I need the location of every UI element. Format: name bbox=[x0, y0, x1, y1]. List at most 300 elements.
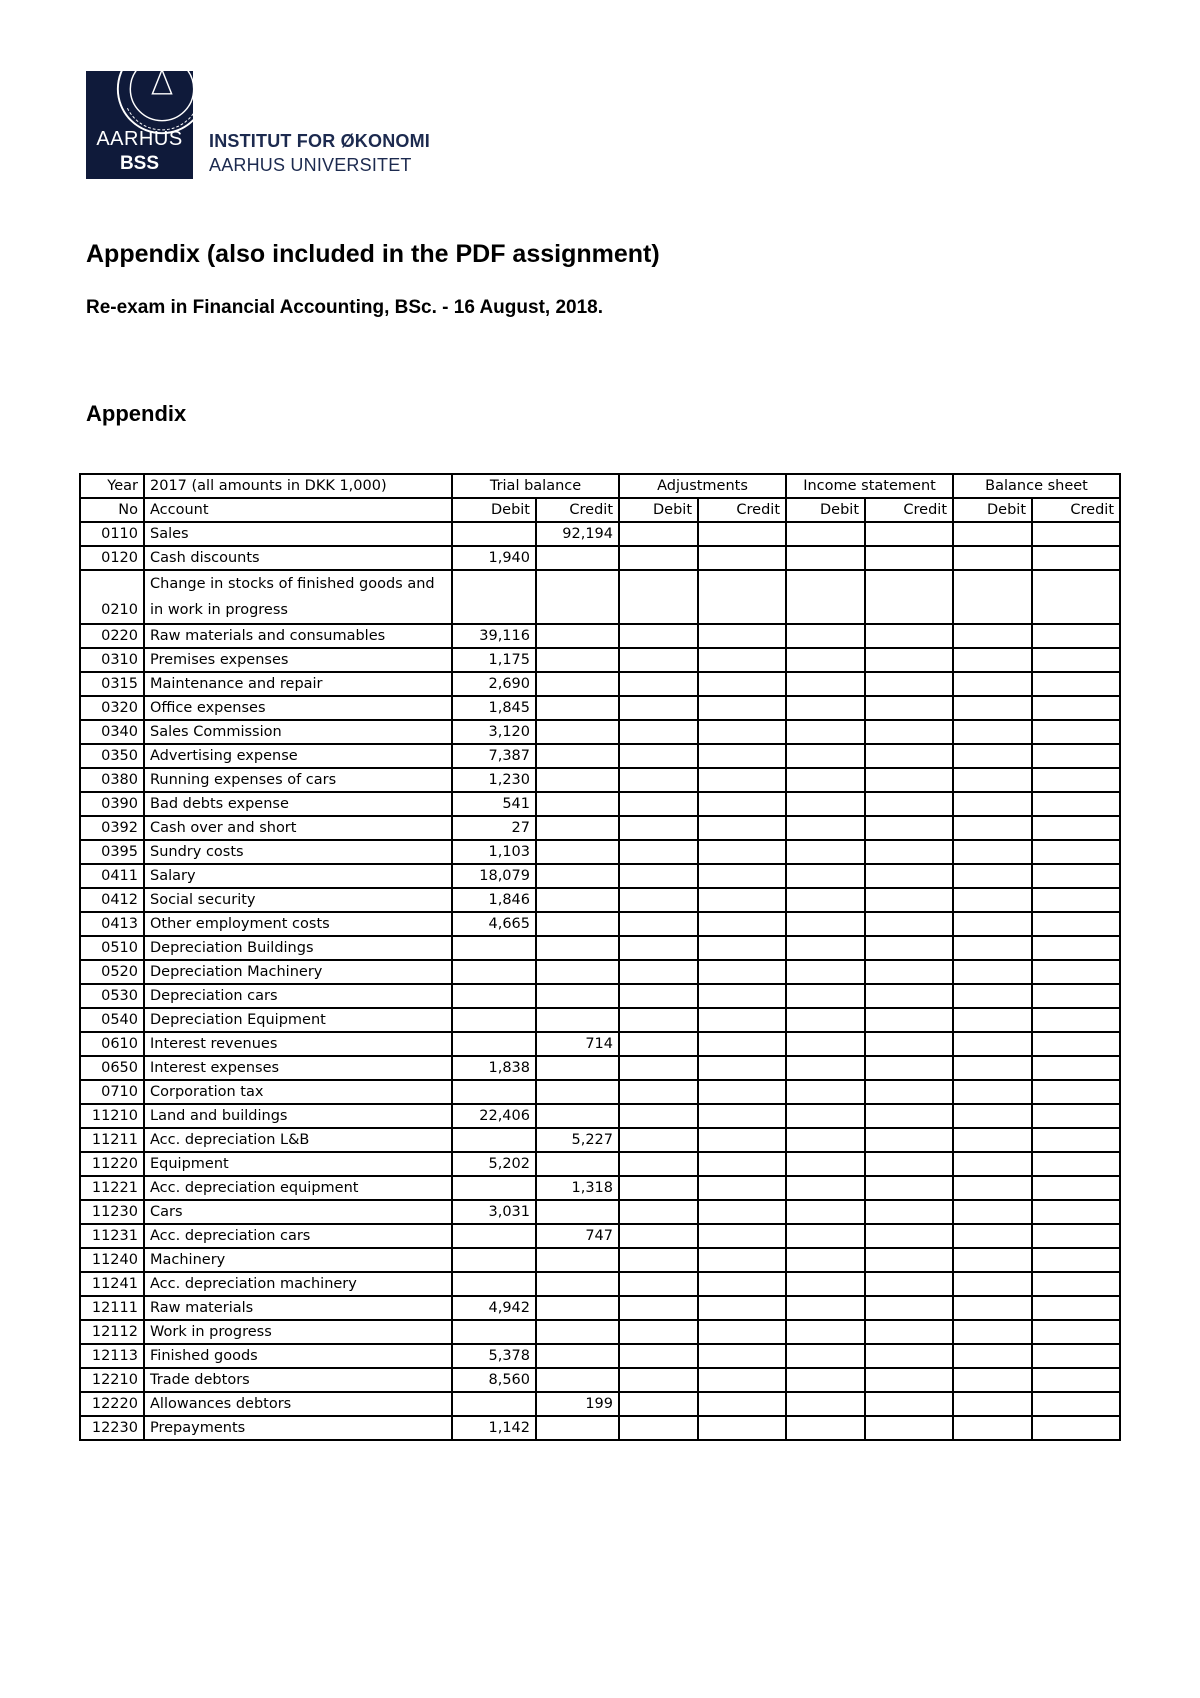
balance-credit bbox=[1032, 744, 1120, 768]
header-adjustments: Adjustments bbox=[619, 474, 786, 498]
trial-credit bbox=[536, 1416, 619, 1440]
income-credit bbox=[865, 864, 953, 888]
balance-credit bbox=[1032, 522, 1120, 546]
trial-credit bbox=[536, 1200, 619, 1224]
trial-credit: 5,227 bbox=[536, 1128, 619, 1152]
adjust-debit bbox=[619, 1392, 698, 1416]
adjust-debit bbox=[619, 1248, 698, 1272]
adjust-credit bbox=[698, 1104, 786, 1128]
adjust-credit bbox=[698, 888, 786, 912]
adjust-credit bbox=[698, 522, 786, 546]
trial-credit bbox=[536, 1248, 619, 1272]
trial-debit: 4,665 bbox=[452, 912, 536, 936]
account-name: Acc. depreciation machinery bbox=[144, 1272, 452, 1296]
table-header-row-1 bbox=[80, 474, 1120, 498]
income-debit bbox=[786, 792, 865, 816]
adjust-debit bbox=[619, 984, 698, 1008]
trial-debit: 541 bbox=[452, 792, 536, 816]
balance-debit bbox=[953, 912, 1032, 936]
adjust-credit bbox=[698, 768, 786, 792]
trial-credit bbox=[536, 744, 619, 768]
balance-debit bbox=[953, 1176, 1032, 1200]
adjust-debit bbox=[619, 936, 698, 960]
balance-debit bbox=[953, 768, 1032, 792]
income-debit bbox=[786, 570, 865, 624]
trial-credit bbox=[536, 546, 619, 570]
trial-debit bbox=[452, 1032, 536, 1056]
income-debit bbox=[786, 912, 865, 936]
adjust-credit bbox=[698, 1032, 786, 1056]
account-name: Sundry costs bbox=[144, 840, 452, 864]
income-debit bbox=[786, 1104, 865, 1128]
table-row bbox=[80, 672, 1120, 696]
balance-debit bbox=[953, 570, 1032, 624]
income-credit bbox=[865, 696, 953, 720]
adjust-credit bbox=[698, 696, 786, 720]
trial-debit bbox=[452, 1080, 536, 1104]
trial-debit: 1,940 bbox=[452, 546, 536, 570]
header-adjust-credit: Credit bbox=[698, 498, 786, 522]
account-no: 11211 bbox=[80, 1128, 144, 1152]
aarhus-bss-logo bbox=[86, 71, 193, 179]
table-row bbox=[80, 1128, 1120, 1152]
account-no: 0540 bbox=[80, 1008, 144, 1032]
income-credit bbox=[865, 1152, 953, 1176]
income-credit bbox=[865, 1320, 953, 1344]
table-row bbox=[80, 768, 1120, 792]
trial-credit bbox=[536, 984, 619, 1008]
table-row bbox=[80, 1416, 1120, 1440]
income-debit bbox=[786, 1392, 865, 1416]
income-debit bbox=[786, 1272, 865, 1296]
adjust-credit bbox=[698, 960, 786, 984]
trial-debit: 7,387 bbox=[452, 744, 536, 768]
account-no: 11220 bbox=[80, 1152, 144, 1176]
account-no: 0320 bbox=[80, 696, 144, 720]
income-debit bbox=[786, 840, 865, 864]
adjust-credit bbox=[698, 1416, 786, 1440]
account-no: 0413 bbox=[80, 912, 144, 936]
trial-debit bbox=[452, 936, 536, 960]
income-credit bbox=[865, 744, 953, 768]
income-credit bbox=[865, 1032, 953, 1056]
table-row bbox=[80, 1296, 1120, 1320]
balance-debit bbox=[953, 1392, 1032, 1416]
income-credit bbox=[865, 1392, 953, 1416]
balance-credit bbox=[1032, 1296, 1120, 1320]
income-debit bbox=[786, 1368, 865, 1392]
header-adjust-debit: Debit bbox=[619, 498, 698, 522]
adjust-credit bbox=[698, 792, 786, 816]
trial-debit: 1,845 bbox=[452, 696, 536, 720]
account-name: Land and buildings bbox=[144, 1104, 452, 1128]
trial-debit bbox=[452, 522, 536, 546]
account-name: Prepayments bbox=[144, 1416, 452, 1440]
header-balance-sheet: Balance sheet bbox=[953, 474, 1120, 498]
income-credit bbox=[865, 1416, 953, 1440]
trial-credit bbox=[536, 816, 619, 840]
balance-debit bbox=[953, 840, 1032, 864]
header-income-debit: Debit bbox=[786, 498, 865, 522]
table-row bbox=[80, 1368, 1120, 1392]
table-row bbox=[80, 1008, 1120, 1032]
balance-debit bbox=[953, 522, 1032, 546]
adjust-debit bbox=[619, 1032, 698, 1056]
income-debit bbox=[786, 648, 865, 672]
adjust-credit bbox=[698, 648, 786, 672]
income-debit bbox=[786, 984, 865, 1008]
trial-debit: 3,120 bbox=[452, 720, 536, 744]
trial-credit bbox=[536, 1368, 619, 1392]
account-name: Depreciation Equipment bbox=[144, 1008, 452, 1032]
income-credit bbox=[865, 1008, 953, 1032]
trial-debit: 4,942 bbox=[452, 1296, 536, 1320]
adjust-credit bbox=[698, 744, 786, 768]
trial-debit bbox=[452, 1224, 536, 1248]
header-balance-credit: Credit bbox=[1032, 498, 1120, 522]
adjust-debit bbox=[619, 1176, 698, 1200]
balance-debit bbox=[953, 1080, 1032, 1104]
adjust-debit bbox=[619, 864, 698, 888]
income-debit bbox=[786, 960, 865, 984]
adjust-credit bbox=[698, 840, 786, 864]
trial-credit: 199 bbox=[536, 1392, 619, 1416]
income-credit bbox=[865, 960, 953, 984]
balance-credit bbox=[1032, 1032, 1120, 1056]
trial-debit bbox=[452, 1176, 536, 1200]
adjust-credit bbox=[698, 864, 786, 888]
trial-debit: 27 bbox=[452, 816, 536, 840]
income-credit bbox=[865, 888, 953, 912]
trial-debit: 18,079 bbox=[452, 864, 536, 888]
account-name: Running expenses of cars bbox=[144, 768, 452, 792]
logo-text-aarhus: AARHUS bbox=[96, 128, 183, 150]
account-name: Sales Commission bbox=[144, 720, 452, 744]
income-credit bbox=[865, 522, 953, 546]
income-debit bbox=[786, 696, 865, 720]
income-credit bbox=[865, 1104, 953, 1128]
balance-credit bbox=[1032, 864, 1120, 888]
account-name: Machinery bbox=[144, 1248, 452, 1272]
header-balance-debit: Debit bbox=[953, 498, 1032, 522]
adjust-debit bbox=[619, 1344, 698, 1368]
trial-debit: 1,142 bbox=[452, 1416, 536, 1440]
income-debit bbox=[786, 546, 865, 570]
trial-debit bbox=[452, 1008, 536, 1032]
trial-credit bbox=[536, 648, 619, 672]
trial-debit: 2,690 bbox=[452, 672, 536, 696]
trial-debit: 5,202 bbox=[452, 1152, 536, 1176]
worksheet-table bbox=[79, 473, 1121, 1441]
adjust-credit bbox=[698, 912, 786, 936]
trial-credit bbox=[536, 570, 619, 624]
trial-credit bbox=[536, 1104, 619, 1128]
trial-debit: 22,406 bbox=[452, 1104, 536, 1128]
adjust-credit bbox=[698, 1320, 786, 1344]
trial-credit bbox=[536, 792, 619, 816]
balance-debit bbox=[953, 720, 1032, 744]
income-credit bbox=[865, 840, 953, 864]
trial-debit: 5,378 bbox=[452, 1344, 536, 1368]
account-no: 0650 bbox=[80, 1056, 144, 1080]
adjust-debit bbox=[619, 744, 698, 768]
account-name: Other employment costs bbox=[144, 912, 452, 936]
trial-credit bbox=[536, 768, 619, 792]
table-row bbox=[80, 696, 1120, 720]
table-row bbox=[80, 720, 1120, 744]
table-row bbox=[80, 522, 1120, 546]
account-no: 0390 bbox=[80, 792, 144, 816]
adjust-debit bbox=[619, 888, 698, 912]
balance-credit bbox=[1032, 1008, 1120, 1032]
adjust-credit bbox=[698, 1224, 786, 1248]
account-name: Salary bbox=[144, 864, 452, 888]
table-row bbox=[80, 1200, 1120, 1224]
account-name: Cash discounts bbox=[144, 546, 452, 570]
table-row bbox=[80, 912, 1120, 936]
adjust-debit bbox=[619, 696, 698, 720]
income-credit bbox=[865, 720, 953, 744]
account-name: Allowances debtors bbox=[144, 1392, 452, 1416]
income-debit bbox=[786, 624, 865, 648]
income-debit bbox=[786, 1056, 865, 1080]
balance-credit bbox=[1032, 912, 1120, 936]
account-name: Work in progress bbox=[144, 1320, 452, 1344]
balance-credit bbox=[1032, 648, 1120, 672]
account-no: 0520 bbox=[80, 960, 144, 984]
balance-debit bbox=[953, 1200, 1032, 1224]
trial-debit bbox=[452, 1248, 536, 1272]
balance-debit bbox=[953, 744, 1032, 768]
institute-name: INSTITUT FOR ØKONOMI bbox=[209, 131, 430, 151]
balance-credit bbox=[1032, 1272, 1120, 1296]
trial-debit bbox=[452, 984, 536, 1008]
income-debit bbox=[786, 864, 865, 888]
income-debit bbox=[786, 672, 865, 696]
balance-credit bbox=[1032, 936, 1120, 960]
balance-debit bbox=[953, 1416, 1032, 1440]
balance-debit bbox=[953, 984, 1032, 1008]
income-debit bbox=[786, 936, 865, 960]
account-no: 0392 bbox=[80, 816, 144, 840]
account-no: 11210 bbox=[80, 1104, 144, 1128]
adjust-debit bbox=[619, 648, 698, 672]
balance-debit bbox=[953, 1344, 1032, 1368]
account-no: 11230 bbox=[80, 1200, 144, 1224]
trial-debit bbox=[452, 570, 536, 624]
account-name: Interest revenues bbox=[144, 1032, 452, 1056]
table-row bbox=[80, 888, 1120, 912]
trial-debit: 39,116 bbox=[452, 624, 536, 648]
income-debit bbox=[786, 1416, 865, 1440]
adjust-credit bbox=[698, 1296, 786, 1320]
trial-credit bbox=[536, 1152, 619, 1176]
trial-credit bbox=[536, 888, 619, 912]
trial-credit bbox=[536, 1056, 619, 1080]
account-name: Cars bbox=[144, 1200, 452, 1224]
balance-debit bbox=[953, 1104, 1032, 1128]
table-row bbox=[80, 1080, 1120, 1104]
adjust-credit bbox=[698, 1128, 786, 1152]
table-row bbox=[80, 792, 1120, 816]
account-name: Maintenance and repair bbox=[144, 672, 452, 696]
adjust-debit bbox=[619, 1200, 698, 1224]
adjust-credit bbox=[698, 1056, 786, 1080]
balance-debit bbox=[953, 1152, 1032, 1176]
account-no: 0380 bbox=[80, 768, 144, 792]
adjust-debit bbox=[619, 1224, 698, 1248]
trial-debit: 8,560 bbox=[452, 1368, 536, 1392]
trial-credit bbox=[536, 720, 619, 744]
trial-debit: 1,846 bbox=[452, 888, 536, 912]
account-no: 0110 bbox=[80, 522, 144, 546]
income-debit bbox=[786, 1128, 865, 1152]
university-name: AARHUS UNIVERSITET bbox=[209, 155, 412, 175]
balance-credit bbox=[1032, 1416, 1120, 1440]
page-title: Appendix (also included in the PDF assignment) bbox=[86, 240, 660, 268]
table-row bbox=[80, 840, 1120, 864]
income-credit bbox=[865, 546, 953, 570]
table-row bbox=[80, 1056, 1120, 1080]
balance-credit bbox=[1032, 840, 1120, 864]
income-debit bbox=[786, 816, 865, 840]
adjust-debit bbox=[619, 816, 698, 840]
income-debit bbox=[786, 1200, 865, 1224]
account-name: Depreciation Machinery bbox=[144, 960, 452, 984]
balance-debit bbox=[953, 648, 1032, 672]
header-trial-credit: Credit bbox=[536, 498, 619, 522]
trial-credit bbox=[536, 1080, 619, 1104]
trial-credit bbox=[536, 1344, 619, 1368]
table-row bbox=[80, 546, 1120, 570]
adjust-debit bbox=[619, 1272, 698, 1296]
income-credit bbox=[865, 1080, 953, 1104]
income-credit bbox=[865, 1272, 953, 1296]
balance-debit bbox=[953, 1032, 1032, 1056]
account-no: 12113 bbox=[80, 1344, 144, 1368]
balance-credit bbox=[1032, 1128, 1120, 1152]
account-name: Social security bbox=[144, 888, 452, 912]
account-no: 0340 bbox=[80, 720, 144, 744]
header-trial-debit: Debit bbox=[452, 498, 536, 522]
page-subtitle: Re-exam in Financial Accounting, BSc. - 16 August, 2018. bbox=[86, 297, 603, 318]
account-no: 0310 bbox=[80, 648, 144, 672]
balance-credit bbox=[1032, 1224, 1120, 1248]
trial-credit bbox=[536, 672, 619, 696]
trial-debit bbox=[452, 1272, 536, 1296]
trial-debit: 1,838 bbox=[452, 1056, 536, 1080]
income-credit bbox=[865, 1200, 953, 1224]
account-no: 11241 bbox=[80, 1272, 144, 1296]
income-credit bbox=[865, 1056, 953, 1080]
balance-debit bbox=[953, 1224, 1032, 1248]
balance-debit bbox=[953, 1056, 1032, 1080]
trial-credit bbox=[536, 1272, 619, 1296]
account-name: Raw materials and consumables bbox=[144, 624, 452, 648]
trial-debit bbox=[452, 1392, 536, 1416]
income-debit bbox=[786, 1152, 865, 1176]
table-row bbox=[80, 816, 1120, 840]
balance-credit bbox=[1032, 1248, 1120, 1272]
trial-credit bbox=[536, 624, 619, 648]
balance-debit bbox=[953, 960, 1032, 984]
adjust-debit bbox=[619, 1320, 698, 1344]
income-credit bbox=[865, 1368, 953, 1392]
account-no: 12210 bbox=[80, 1368, 144, 1392]
balance-debit bbox=[953, 1248, 1032, 1272]
header-income-statement: Income statement bbox=[786, 474, 953, 498]
logo-text-bss: BSS bbox=[119, 153, 160, 174]
account-no: 12230 bbox=[80, 1416, 144, 1440]
adjust-credit bbox=[698, 1248, 786, 1272]
income-credit bbox=[865, 1176, 953, 1200]
header-account: Account bbox=[144, 498, 452, 522]
income-credit bbox=[865, 624, 953, 648]
balance-credit bbox=[1032, 1176, 1120, 1200]
adjust-credit bbox=[698, 624, 786, 648]
account-no: 11221 bbox=[80, 1176, 144, 1200]
adjust-credit bbox=[698, 1344, 786, 1368]
trial-credit: 1,318 bbox=[536, 1176, 619, 1200]
income-credit bbox=[865, 912, 953, 936]
balance-debit bbox=[953, 1008, 1032, 1032]
adjust-debit bbox=[619, 1416, 698, 1440]
adjust-credit bbox=[698, 546, 786, 570]
trial-credit bbox=[536, 912, 619, 936]
balance-credit bbox=[1032, 546, 1120, 570]
balance-credit bbox=[1032, 624, 1120, 648]
adjust-debit bbox=[619, 1104, 698, 1128]
adjust-debit bbox=[619, 840, 698, 864]
adjust-debit bbox=[619, 768, 698, 792]
trial-credit bbox=[536, 936, 619, 960]
income-credit bbox=[865, 648, 953, 672]
account-no: 0710 bbox=[80, 1080, 144, 1104]
account-no: 0610 bbox=[80, 1032, 144, 1056]
balance-credit bbox=[1032, 816, 1120, 840]
table-row bbox=[80, 744, 1120, 768]
table-row bbox=[80, 936, 1120, 960]
income-credit bbox=[865, 792, 953, 816]
adjust-credit bbox=[698, 720, 786, 744]
account-no: 0120 bbox=[80, 546, 144, 570]
balance-credit bbox=[1032, 888, 1120, 912]
trial-credit bbox=[536, 1320, 619, 1344]
account-name: Acc. depreciation L&B bbox=[144, 1128, 452, 1152]
account-name: Trade debtors bbox=[144, 1368, 452, 1392]
balance-credit bbox=[1032, 1368, 1120, 1392]
account-name: Sales bbox=[144, 522, 452, 546]
account-name: Corporation tax bbox=[144, 1080, 452, 1104]
income-credit bbox=[865, 816, 953, 840]
adjust-credit bbox=[698, 1368, 786, 1392]
trial-debit: 1,230 bbox=[452, 768, 536, 792]
income-debit bbox=[786, 720, 865, 744]
table-row bbox=[80, 1272, 1120, 1296]
account-no: 0315 bbox=[80, 672, 144, 696]
income-debit bbox=[786, 1224, 865, 1248]
account-name: Acc. depreciation equipment bbox=[144, 1176, 452, 1200]
balance-credit bbox=[1032, 1056, 1120, 1080]
account-no: 0220 bbox=[80, 624, 144, 648]
balance-debit bbox=[953, 1272, 1032, 1296]
adjust-debit bbox=[619, 1056, 698, 1080]
table-row bbox=[80, 864, 1120, 888]
income-debit bbox=[786, 1344, 865, 1368]
header-income-credit: Credit bbox=[865, 498, 953, 522]
adjust-credit bbox=[698, 1008, 786, 1032]
adjust-debit bbox=[619, 1128, 698, 1152]
